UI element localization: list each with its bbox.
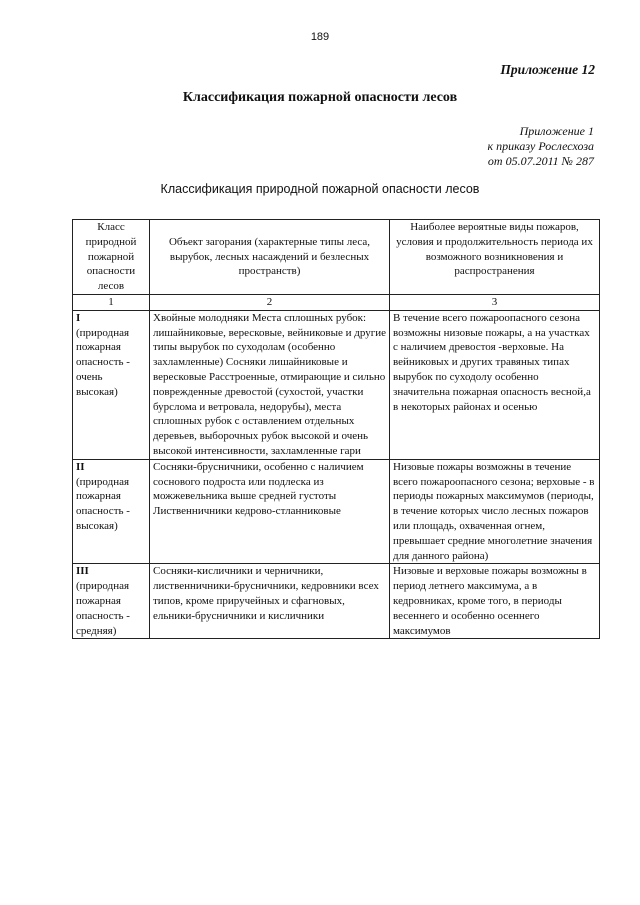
class-line: пожарная [76, 490, 121, 503]
object-cell: Сосняки-брусничники, особенно с наличием соснового подроста или подлеска из можжевельника выше средней густоты Лиственничники кедрово-стланниковые [150, 459, 390, 564]
class-name: II [76, 460, 85, 473]
class-line: высокая) [76, 519, 118, 532]
class-line: пожарная [76, 341, 121, 354]
object-cell: Хвойные молодняки Места сплошных рубок: лишайниковые, вересковые, вейниковые и другие типы вырубок по суходолам (особенно захламленные) Сосняки лишайниковые и вересковые Расстроенные, отмирающие и сильно поврежденные древостой (сухостой, участки бурслома и ветровала, недорубы), места сплошных рубок с оставлением отдельных деревьев, выборочных рубок высокой и очень высокой интенсивности, захламленные гари [150, 310, 390, 459]
class-line: опасность - [76, 505, 130, 518]
main-title: Классификация пожарной опасности лесов [182, 90, 458, 105]
order-ref-line-3: от 05.07.2011 № 287 [487, 154, 594, 168]
class-line: средняя) [76, 624, 117, 637]
order-ref-line-2: к приказу Рослесхоза [487, 139, 594, 153]
col-number-1: 1 [73, 294, 150, 310]
col-number-3: 3 [390, 294, 600, 310]
class-cell [73, 564, 150, 639]
class-line: опасность - [76, 609, 130, 622]
class-line: (природная [76, 475, 130, 488]
fires-cell: В течение всего пожароопасного сезона возможны низовые пожары, а на участках с наличием древостоя -верховые. На вейниковых и других травяных типах вырубок по суходолу особенно значительна пожарная опасность весной,а в некоторых районах и осенью [390, 310, 600, 459]
class-name: I [76, 311, 81, 324]
table-header-row [73, 220, 600, 295]
object-cell: Сосняки-кисличники и черничники, лиственничники-брусничники, кедровники всех типов, кроме приручейных и сфагновых, ельники-брусничники и кисличники [150, 564, 390, 639]
class-cell [73, 310, 150, 459]
class-line: (природная [76, 580, 130, 593]
header-fires: Наиболее вероятные виды пожаров, условия и продолжительность периода их возможного возникновения и распространения [390, 220, 600, 295]
column-number-row [73, 294, 600, 310]
col-number-2: 2 [150, 294, 390, 310]
fires-cell: Низовые пожары возможны в течение всего пожароопасного сезона; верховые - в периоды пожарных максимумов (периоды, в течение которых число лесных пожаров или площадь, охваченная огнем, превышает средние многолетние значения для данного района) [390, 459, 600, 564]
class-line: (природная [76, 326, 130, 339]
sub-title: Классификация природной пожарной опасности лесов [160, 182, 480, 196]
class-line: пожарная [76, 594, 121, 607]
class-line: высокая) [76, 385, 118, 398]
order-ref-line-1: Приложение 1 [519, 124, 594, 138]
class-line: очень [76, 370, 103, 383]
class-name: III [76, 565, 89, 578]
page-number: 189 [310, 31, 330, 43]
header-class: Класс природной пожарной опасности лесов [73, 220, 150, 295]
table-row [73, 459, 600, 564]
appendix-label: Приложение 12 [500, 62, 595, 77]
order-reference [488, 124, 595, 169]
fires-cell: Низовые и верховые пожары возможны в период летнего максимума, а в кедровниках, кроме того, в периоды весеннего и особенно осеннего максимумов [390, 564, 600, 639]
table-row [73, 564, 600, 639]
class-line: опасность - [76, 356, 130, 369]
header-object: Объект загорания (характерные типы леса, вырубок, лесных насаждений и безлесных пространств) [150, 220, 390, 295]
class-cell [73, 459, 150, 564]
table-row [73, 310, 600, 459]
classification-table [72, 219, 600, 639]
